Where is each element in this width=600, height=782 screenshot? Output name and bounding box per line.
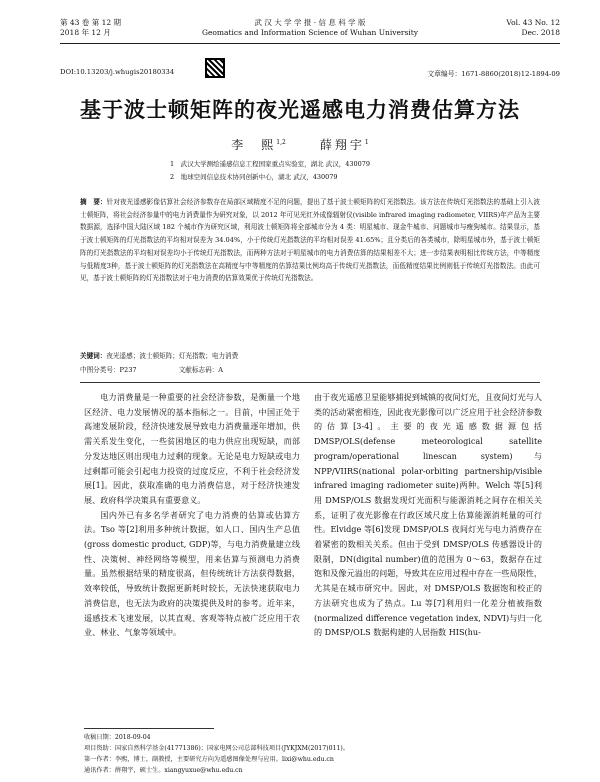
footnote-received: 收稿日期：2018-09-04 [84, 734, 151, 741]
footnote-funding: 项目资助：国家自然科学基金(41771386)；国家电网公司总部科技项目(JYKJXM(2017)011)。 [84, 745, 350, 752]
affiliations [170, 158, 540, 184]
abstract-text: 针对夜光遥感影像估算社会经济参数存在局部区域精度不足的问题，提出了基于波士顿矩阵的灯光指数法。该方法在传统灯光指数法的基础上引入波士顿矩阵，将社会经济参量中的电力消费量作为研究对象，以 2012 年可见光红外成像辐射仪(visible infrared imaging radiometer, VIIRS)年产品为主要数据源，选择中国大陆区域 182 个城市作为研究区域，利用波士顿矩阵将全部城市分为 4 类：明星城市、现金牛城市、问题城市与瘦狗城市。结果显示，基于波士顿矩阵的灯光指数法的平均相对误差为 34.04%，小于传统灯光指数法的平均相对误差 41.65%；且分类后的各类城市，除明星城市外，基于波士顿矩阵的灯光指数法的平均相对误差均小于传统灯光指数法，而两种方法对于明星城市的电力消费估算的结果相差不大；进一步结果表明相比传统方法，中等精度与低精度3种，基于波士顿矩阵的灯光指数法在高精度与中等精度的估算结果比例均高于传统灯光指数法，而低精度结果比例则低于传统灯光指数法。由此可见，基于波士顿矩阵的灯光指数法对于电力消费的估算效果优于传统灯光指数法。 [80, 198, 540, 283]
doi: DOI:10.13203/j.whugis20180334 [60, 68, 175, 76]
running-header [60, 14, 560, 44]
body-column-right [314, 390, 542, 640]
abstract-label: 摘 要： [80, 198, 107, 206]
classification [80, 364, 540, 374]
paper-title: 基于波士顿矩阵的夜光遥感电力消费估算方法 [80, 98, 520, 122]
footnote-corresponding: 通讯作者：薛翔宇，硕士生。xiangyuxue@whu.edu.cn [84, 767, 243, 774]
header-left: 第 43 卷 第 12 期 2018 年 12 月 [60, 18, 122, 37]
keywords-label: 关键词： [80, 352, 107, 360]
author-2: 薛翔宇$^1$ [319, 138, 369, 152]
header-center: 武 汉 大 学 学 报 · 信 息 科 学 版 Geomatics and Information Science of Wuhan University [201, 18, 419, 37]
qr-code-icon [205, 58, 225, 78]
abstract-divider [80, 382, 540, 383]
clc-number: 中图分类号：P237 [80, 366, 137, 374]
footnote-divider [84, 728, 214, 729]
footnotes [84, 732, 540, 776]
paragraph: 电力消费量是一种重要的社会经济参数，是衡量一个地区经济、电力发展情况的基本指标之一。目前，中国正处于高速发展阶段，经济快速发展导致电力消费量逐年增加，供需关系发生变化，一些贫困地区的电力供应出现短缺，而部分发达地区则出现电力过剩的现象。无论是电力短缺或电力过剩都可能会引起电力投资的过度反应，不利于社会经济发展[1]。因此，获取准确的电力消费信息，对于经济快速发展、政府科学决策具有重要意义。 [84, 392, 300, 505]
abstract [80, 196, 540, 285]
affiliation-2: 2 地球空间信息技术协同创新中心，湖北 武汉，430079 [170, 173, 338, 181]
footnote-first-author: 第一作者：李熙，博士，副教授，主要研究方向为遥感图像处理与应用。lixi@whu.edu.cn [84, 756, 334, 763]
article-number: 文章编号：1671-8860(2018)12-1894-09 [427, 70, 560, 78]
authors [0, 136, 600, 153]
keywords [80, 350, 540, 362]
doc-code: 文献标志码：A [178, 366, 224, 374]
affiliation-1: 1 武汉大学测绘遥感信息工程国家重点实验室，湖北 武汉，430079 [170, 160, 371, 168]
body-column-left [84, 390, 300, 640]
article-meta [60, 64, 560, 80]
header-right: Vol. 43 No. 12 Dec. 2018 [506, 18, 560, 37]
keywords-text: 夜光遥感；波士顿矩阵；灯光指数；电力消费 [106, 352, 239, 360]
paragraph: 国内外已有多名学者研究了电力消费的估算或估算方法。Tso 等[2]利用多种统计数据，如人口、国内生产总值(gross domestic product, GDP)等，与电力消费量建立线性、决策树、神经网络等模型，用来估算与预测电力消费量。虽然根据结果的精度很高，但传统统计方法获得数据，效率较低，导致统计数据更新耗时较长，无法快速获取电力消费信息，也无法为政府的决策提供及时的参考。近年来，遥感技术飞速发展，以其直观、客观等特点被广泛应用于农业、林业、气象等领域中。 [84, 509, 300, 638]
author-1: 李 熙$^{1,2}$ [231, 138, 286, 152]
paragraph: 由于夜光遥感卫星能够捕捉到城镇的夜间灯光，且夜间灯光与人类的活动紧密相连，因此夜光影像可以广泛应用于社会经济参数的估算[3-4]。主要的夜光遥感数据源包括 DMSP/OLS(defense meteorological satellite program/operational linescan system)与 NPP/VIIRS(national polar-orbiting partnership/visible infrared imaging radiometer suite)两种。Welch 等[5]利用 DMSP/OLS 数据发现灯光面积与能源消耗之间存在相关关系，证明了夜光影像在行政区域尺度上估算能源消耗量的可行性。Elvidge 等[6]发现 DMSP/OLS 夜间灯光与电力消费存在着紧密的数相关关系。但由于受到 DMSP/OLS 传感器设计的限制，DN(digital number)值的范围为 0～63，数据存在过饱和及像元溢出的问题，导致其在应用过程中存在一些局限性，尤其是在城市研究中。因此，对 DMSP/OLS 数据饱和校正的方法研究也成为了热点。Lu 等[7]利用归一化差分植被指数(normalized difference vegetation index, NDVI)与归一化的 DMSP/OLS 数据构建的人居指数 HIS(hu- [314, 392, 542, 638]
